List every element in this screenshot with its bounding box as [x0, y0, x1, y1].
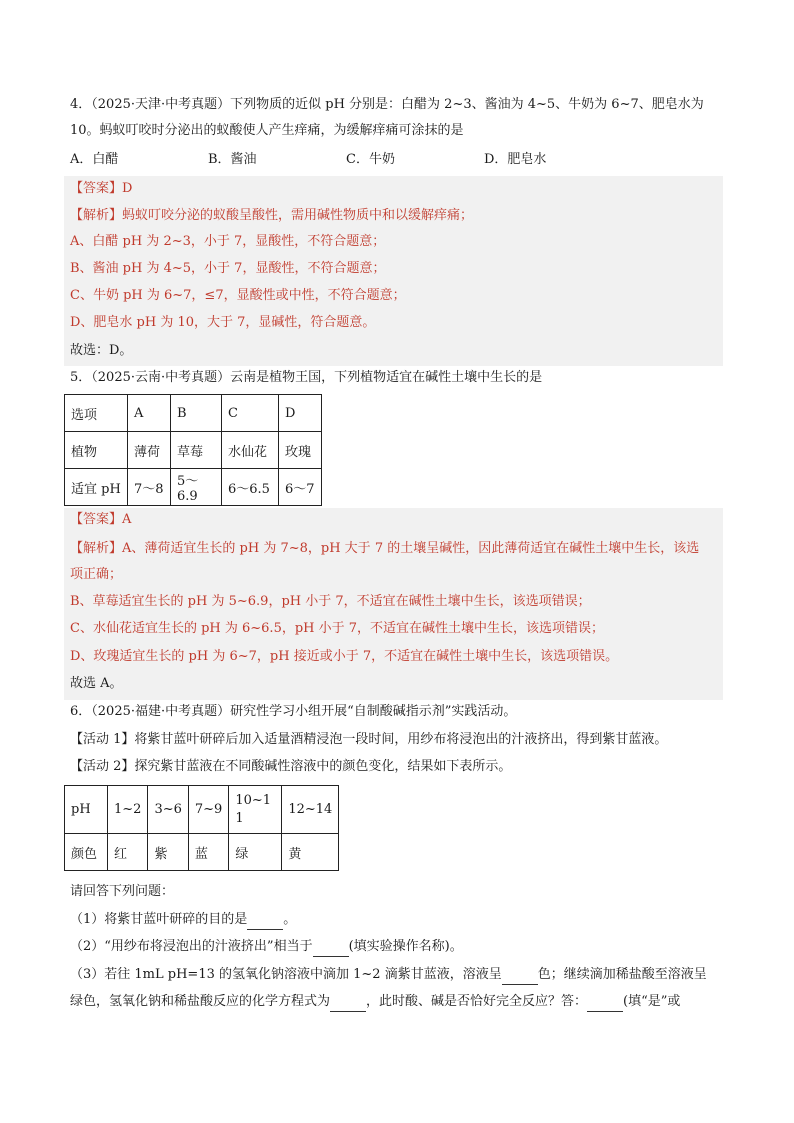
- q5-cell: 玫瑰: [279, 432, 322, 469]
- q4-stem-line2: 10。蚂蚁叮咬时分泌出的蚁酸使人产生痒痛，为缓解痒痛可涂抹的是: [70, 123, 464, 138]
- q5-stem: 5．（2025·云南·中考真题）云南是植物王国，下列植物适宜在碱性土壤中生长的是: [70, 370, 543, 385]
- q5-table: [64, 394, 322, 506]
- q6-sub2-text: （2）“用纱布将浸泡出的汁液挤出”相当于: [70, 939, 313, 954]
- q5-analysis-1: [70, 540, 699, 558]
- q6-cell: 绿: [229, 834, 282, 871]
- q5-answer-value: A: [122, 512, 132, 527]
- q4-option-a: A．白醋: [70, 152, 119, 167]
- q4-option-d: D．肥皂水: [484, 152, 547, 167]
- q6-cell: 颜色: [65, 834, 108, 871]
- q5-cell: 6～6.5: [222, 469, 279, 506]
- q6-cell: 黄: [282, 834, 339, 871]
- q5-cell: A: [128, 395, 171, 432]
- q4-option-b: B．酱油: [208, 152, 257, 167]
- q4-options: [70, 151, 546, 169]
- q5-analysis-2: 项正确；: [70, 567, 123, 582]
- q6-sub3-text-2: 色；继续滴加稀盐酸至溶液呈: [537, 967, 707, 982]
- q6-cell: [229, 786, 282, 834]
- q6-sub2-blank[interactable]: [313, 938, 349, 957]
- q5-answer-tag: 【答案】: [70, 512, 123, 527]
- q6-stem: 6．（2025·福建·中考真题）研究性学习小组开展“自制酸碱指示剂”实践活动。: [70, 704, 517, 719]
- q5-analysis-text: A、薄荷适宜生长的 pH 为 7~8，pH 大于 7 的土壤呈碱性，因此薄荷适宜在碱性土壤中生长，该选: [122, 541, 700, 556]
- q6-sub3-line1: [70, 966, 707, 985]
- q4-answer-tag: 【答案】: [70, 181, 123, 196]
- q5-cell: 水仙花: [222, 432, 279, 469]
- q6-sub3-line2: [70, 993, 680, 1012]
- q6-cell: pH: [65, 786, 108, 834]
- q4-analysis-2: A、白醋 pH 为 2~3，小于 7，显酸性，不符合题意；: [70, 234, 386, 249]
- q5-cell: 7～8: [128, 469, 171, 506]
- q5-cell: 选项: [65, 395, 128, 432]
- q5-cell: 植物: [65, 432, 128, 469]
- q6-sub3-text-3: 绿色，氢氧化钠和稀盐酸反应的化学方程式为: [70, 994, 331, 1009]
- q5-table-row: [65, 395, 322, 432]
- q5-analysis-5: D、玫瑰适宜生长的 pH 为 6~7，pH 接近或小于 7，不适宜在碱性土壤中生长，该选项错误。: [70, 649, 619, 664]
- q6-sub2: [70, 938, 463, 957]
- q6-sub2-end: (填实验操作名称)。: [348, 939, 463, 954]
- q6-cell: 蓝: [188, 834, 228, 871]
- q5-cell: C: [222, 395, 279, 432]
- q4-answer: [70, 180, 132, 198]
- q5-cell: 6～7: [279, 469, 322, 506]
- q6-activity-1: 【活动 1】将紫甘蓝叶研碎后加入适量酒精浸泡一段时间，用纱布将浸泡出的汁液挤出，得到紫甘蓝液。: [70, 732, 668, 747]
- q5-cell: B: [171, 395, 222, 432]
- q4-stem-line1: 4．（2025·天津·中考真题）下列物质的近似 pH 分别是：白醋为 2~3、酱油为 4~5、牛奶为 6~7、肥皂水为: [70, 97, 704, 112]
- q6-activity-2: 【活动 2】探究紫甘蓝液在不同酸碱性溶液中的颜色变化，结果如下表所示。: [70, 759, 512, 774]
- q4-analysis-3: B、酱油 pH 为 4~5，小于 7，显酸性，不符合题意；: [70, 261, 386, 276]
- q4-analysis-5: D、肥皂水 pH 为 10，大于 7，显碱性，符合题意。: [70, 315, 376, 330]
- q6-table-row: [65, 834, 339, 871]
- q5-cell: 5～6.9: [171, 469, 222, 506]
- q4-conclusion: 故选：D。: [70, 343, 133, 358]
- q4-analysis-tag: 【解析】: [70, 208, 123, 223]
- q4-analysis-4: C、牛奶 pH 为 6~7，≤7，显酸性或中性，不符合题意；: [70, 288, 406, 303]
- q5-cell: 适宜 pH: [65, 469, 128, 506]
- q5-analysis-4: C、水仙花适宜生长的 pH 为 6~6.5，pH 小于 7，不适宜在碱性土壤中生长，该选项错误；: [70, 621, 605, 636]
- q5-cell: 薄荷: [128, 432, 171, 469]
- q5-table-row: [65, 432, 322, 469]
- q5-table-row: [65, 469, 322, 506]
- q6-sub3-text-4: ，此时酸、碱是否恰好完全反应？答：: [366, 994, 588, 1009]
- q6-cell-line: 10~1: [235, 792, 272, 808]
- q6-cell: 12~14: [282, 786, 339, 834]
- q6-cell: 1~2: [108, 786, 148, 834]
- q6-cell: 7~9: [188, 786, 228, 834]
- q6-sub1-blank[interactable]: [247, 911, 283, 930]
- q6-cell: 紫: [148, 834, 188, 871]
- q5-answer: [70, 511, 131, 529]
- q5-conclusion: 故选 A。: [70, 676, 123, 691]
- q6-sub1: [70, 911, 296, 930]
- q6-cell-line: 1: [235, 810, 244, 826]
- q6-cell: 红: [108, 834, 148, 871]
- q6-sub3-blank-color[interactable]: [502, 966, 538, 985]
- q6-sub3-blank-answer[interactable]: [587, 993, 623, 1012]
- q6-sub3-text-5: (填“是”或: [623, 994, 681, 1009]
- q4-answer-value: D: [122, 181, 133, 196]
- q6-sub3-text: （3）若往 1mL pH=13 的氢氧化钠溶液中滴加 1~2 滴紫甘蓝液，溶液呈: [70, 967, 502, 982]
- q4-option-c: C．牛奶: [346, 152, 395, 167]
- q6-table: [64, 785, 339, 871]
- q6-cell: 3~6: [148, 786, 188, 834]
- q4-analysis-text: 蚂蚁叮咬分泌的蚁酸呈酸性，需用碱性物质中和以缓解痒痛；: [122, 208, 474, 223]
- q6-table-row: [65, 786, 339, 834]
- q4-analysis-1: [70, 207, 473, 225]
- q5-analysis-tag: 【解析】: [70, 541, 123, 556]
- q6-prompt: 请回答下列问题：: [70, 884, 175, 899]
- q5-cell: 草莓: [171, 432, 222, 469]
- q5-analysis-3: B、草莓适宜生长的 pH 为 5~6.9，pH 小于 7，不适宜在碱性土壤中生长，该选项错误；: [70, 594, 591, 609]
- q6-sub1-end: 。: [283, 912, 297, 927]
- q5-cell: D: [279, 395, 322, 432]
- q6-sub3-blank-equation[interactable]: [330, 993, 366, 1012]
- q6-sub1-text: （1）将紫甘蓝叶研碎的目的是: [70, 912, 248, 927]
